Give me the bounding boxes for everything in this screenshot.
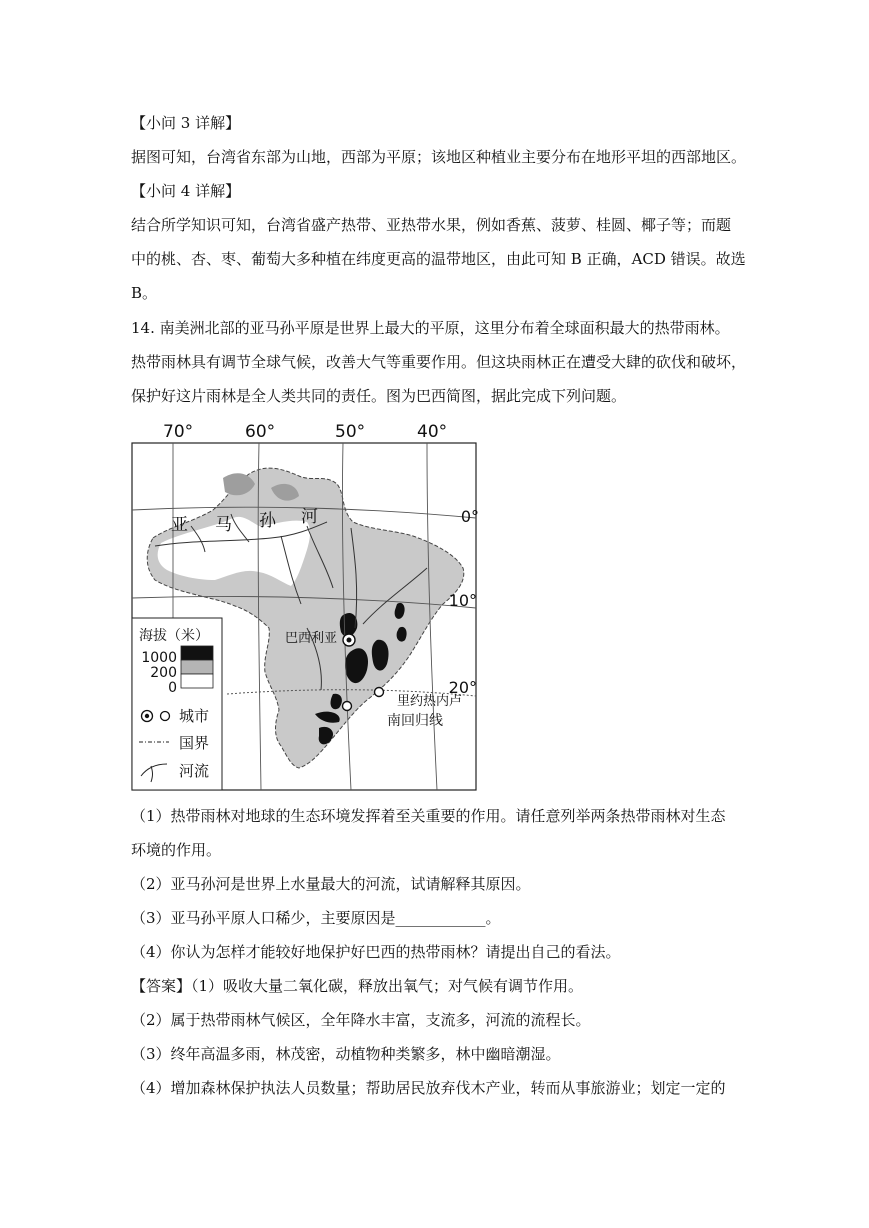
lat-label-20: 20° [448, 678, 477, 697]
sub-question-2: （2）亚马孙河是世界上水量最大的河流，试请解释其原因。 [131, 875, 531, 893]
legend-level: 200 [150, 665, 177, 681]
city-label-brasilia: 巴西利亚 [285, 631, 338, 646]
paragraph: 保护好这片雨林是全人类共同的责任。图为巴西简图，据此完成下列问题。 [131, 387, 627, 405]
legend-level: 1000 [141, 650, 177, 666]
lon-label-70: 70° [163, 422, 194, 442]
river-label-char: 亚 [171, 515, 188, 535]
answer-1: 【答案】（1）吸收大量二氧化碳，释放出氧气；对气候有调节作用。 [131, 977, 584, 995]
legend-title: 海拔（米） [139, 628, 209, 644]
paragraph: 据图可知，台湾省东部为山地，西部为平原；该地区种植业主要分布在地形平坦的西部地区。 [131, 148, 747, 166]
lon-label-40: 40° [417, 422, 448, 442]
question-14: 14. 南美洲北部的亚马孙平原是世界上最大的平原，这里分布着全球面积最大的热带雨林。 [131, 319, 730, 337]
paragraph: B。 [131, 284, 158, 302]
legend-level: 0 [168, 680, 177, 696]
legend-swatch-mid [181, 660, 213, 674]
river-label-char: 马 [215, 515, 232, 535]
answer-2: （2）属于热带雨林气候区，全年降水丰富，支流多，河流的流程长。 [131, 1011, 591, 1029]
legend-swatch-high [181, 646, 213, 660]
answer-3: （3）终年高温多雨，林茂密，动植物种类繁多，林中幽暗潮湿。 [131, 1045, 561, 1063]
river-label-char: 河 [301, 507, 318, 527]
river-label-char: 孙 [259, 511, 276, 531]
legend-city-icon [161, 712, 170, 721]
legend-capital-dot [145, 714, 149, 718]
brazil-map [131, 418, 479, 793]
lat-label-0: 0° [460, 507, 479, 526]
paragraph: 结合所学知识可知，台湾省盛产热带、亚热带水果，例如香蕉、菠萝、桂圆、椰子等；而题 [131, 216, 732, 234]
legend-swatch-low [181, 674, 213, 688]
paragraph: 热带雨林具有调节全球气候，改善大气等重要作用。但这块雨林正在遭受大肆的砍伐和破坏， [131, 353, 747, 371]
sub-question-3: （3）亚马孙平原人口稀少，主要原因是____________。 [131, 909, 501, 927]
capital-dot [347, 638, 352, 643]
city-marker-rio [375, 688, 384, 697]
heading-q3: 【小问 3 详解】 [131, 114, 241, 132]
lon-label-50: 50° [335, 422, 366, 442]
city-marker-south [343, 702, 352, 711]
legend-river-label: 河流 [179, 762, 210, 780]
answer-4: （4）增加森林保护执法人员数量；帮助居民放弃伐木产业，转而从事旅游业；划定一定的 [131, 1079, 726, 1097]
map-legend [132, 618, 222, 790]
lat-label-10: 10° [448, 591, 477, 610]
paragraph: 中的桃、杏、枣、葡萄大多种植在纬度更高的温带地区，由此可知 B 正确，ACD 错误。故选 [131, 250, 746, 268]
tropic-label: 南回归线 [387, 713, 443, 729]
heading-q4: 【小问 4 详解】 [131, 182, 241, 200]
lon-label-60: 60° [245, 422, 276, 442]
legend-city-label: 城市 [179, 707, 210, 725]
city-label-rio: 里约热内卢 [397, 694, 463, 709]
legend-border-label: 国界 [179, 734, 210, 752]
paragraph: 环境的作用。 [131, 841, 222, 859]
sub-question-1: （1）热带雨林对地球的生态环境发挥着至关重要的作用。请任意列举两条热带雨林对生态 [131, 807, 726, 825]
brazil-map-svg [131, 418, 479, 793]
sub-question-4: （4）你认为怎样才能较好地保护好巴西的热带雨林？请提出自己的看法。 [131, 943, 621, 961]
